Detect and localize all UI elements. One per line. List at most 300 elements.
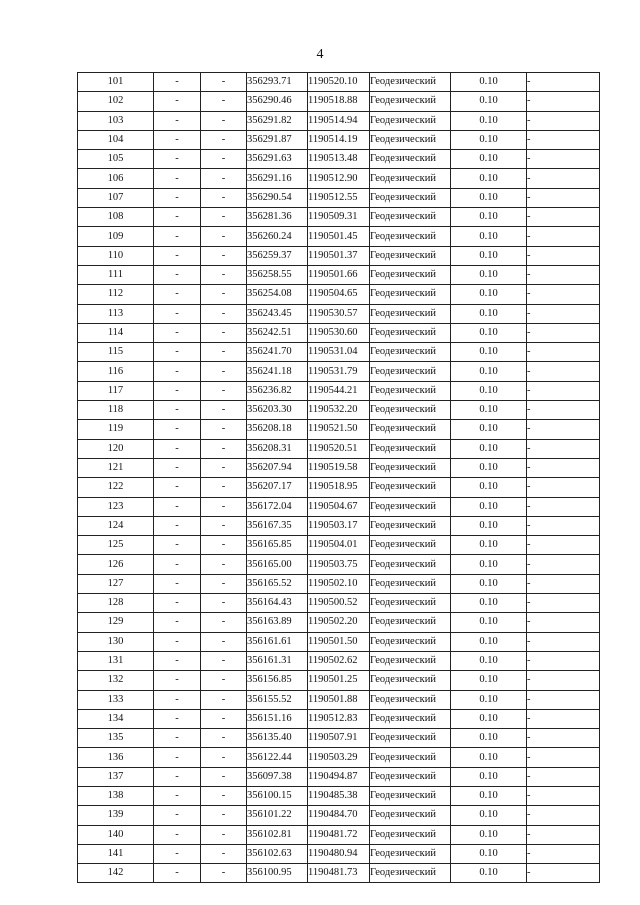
x-coordinate-cell: 356260.24: [247, 227, 308, 246]
table-row: [78, 478, 600, 497]
description-cell: -: [527, 420, 600, 439]
description-cell: -: [527, 864, 600, 883]
method-cell: Геодезический: [370, 227, 451, 246]
empty-col-2-cell: -: [154, 516, 201, 535]
description-cell: -: [527, 825, 600, 844]
empty-col-3-cell: -: [201, 362, 247, 381]
accuracy-cell: 0.10: [451, 439, 527, 458]
accuracy-cell: 0.10: [451, 671, 527, 690]
empty-col-3-cell: -: [201, 671, 247, 690]
empty-col-3-cell: -: [201, 323, 247, 342]
empty-col-3-cell: -: [201, 73, 247, 92]
x-coordinate-cell: 356161.61: [247, 632, 308, 651]
empty-col-3-cell: -: [201, 709, 247, 728]
table-row: [78, 92, 600, 111]
accuracy-cell: 0.10: [451, 401, 527, 420]
description-cell: -: [527, 439, 600, 458]
empty-col-2-cell: -: [154, 690, 201, 709]
table-row: [78, 323, 600, 342]
description-cell: -: [527, 497, 600, 516]
point-number-cell: 104: [78, 130, 154, 149]
method-cell: Геодезический: [370, 613, 451, 632]
point-number-cell: 137: [78, 767, 154, 786]
method-cell: Геодезический: [370, 92, 451, 111]
empty-col-2-cell: -: [154, 594, 201, 613]
empty-col-2-cell: -: [154, 806, 201, 825]
empty-col-2-cell: -: [154, 613, 201, 632]
point-number-cell: 116: [78, 362, 154, 381]
x-coordinate-cell: 356102.63: [247, 844, 308, 863]
accuracy-cell: 0.10: [451, 265, 527, 284]
accuracy-cell: 0.10: [451, 343, 527, 362]
method-cell: Геодезический: [370, 343, 451, 362]
method-cell: Геодезический: [370, 246, 451, 265]
accuracy-cell: 0.10: [451, 420, 527, 439]
y-coordinate-cell: 1190530.60: [308, 323, 370, 342]
table-row: [78, 825, 600, 844]
point-number-cell: 133: [78, 690, 154, 709]
description-cell: -: [527, 767, 600, 786]
table-row: [78, 130, 600, 149]
table-row: [78, 516, 600, 535]
x-coordinate-cell: 356290.54: [247, 188, 308, 207]
empty-col-2-cell: -: [154, 92, 201, 111]
empty-col-3-cell: -: [201, 304, 247, 323]
empty-col-2-cell: -: [154, 111, 201, 130]
empty-col-2-cell: -: [154, 555, 201, 574]
empty-col-2-cell: -: [154, 729, 201, 748]
accuracy-cell: 0.10: [451, 323, 527, 342]
description-cell: -: [527, 208, 600, 227]
point-number-cell: 130: [78, 632, 154, 651]
table-row: [78, 864, 600, 883]
point-number-cell: 139: [78, 806, 154, 825]
description-cell: -: [527, 188, 600, 207]
method-cell: Геодезический: [370, 709, 451, 728]
description-cell: -: [527, 401, 600, 420]
point-number-cell: 107: [78, 188, 154, 207]
empty-col-3-cell: -: [201, 497, 247, 516]
method-cell: Геодезический: [370, 497, 451, 516]
empty-col-3-cell: -: [201, 844, 247, 863]
y-coordinate-cell: 1190512.90: [308, 169, 370, 188]
y-coordinate-cell: 1190504.65: [308, 285, 370, 304]
empty-col-2-cell: -: [154, 227, 201, 246]
empty-col-2-cell: -: [154, 478, 201, 497]
y-coordinate-cell: 1190501.37: [308, 246, 370, 265]
empty-col-2-cell: -: [154, 439, 201, 458]
point-number-cell: 109: [78, 227, 154, 246]
empty-col-2-cell: -: [154, 188, 201, 207]
table-row: [78, 343, 600, 362]
x-coordinate-cell: 356101.22: [247, 806, 308, 825]
table-row: [78, 844, 600, 863]
empty-col-2-cell: -: [154, 150, 201, 169]
accuracy-cell: 0.10: [451, 825, 527, 844]
description-cell: -: [527, 304, 600, 323]
description-cell: -: [527, 150, 600, 169]
point-number-cell: 124: [78, 516, 154, 535]
description-cell: -: [527, 748, 600, 767]
point-number-cell: 142: [78, 864, 154, 883]
table-row: [78, 439, 600, 458]
point-number-cell: 113: [78, 304, 154, 323]
table-row: [78, 594, 600, 613]
empty-col-2-cell: -: [154, 362, 201, 381]
empty-col-3-cell: -: [201, 265, 247, 284]
method-cell: Геодезический: [370, 651, 451, 670]
empty-col-2-cell: -: [154, 458, 201, 477]
empty-col-2-cell: -: [154, 786, 201, 805]
description-cell: -: [527, 227, 600, 246]
description-cell: -: [527, 362, 600, 381]
y-coordinate-cell: 1190519.58: [308, 458, 370, 477]
x-coordinate-cell: 356259.37: [247, 246, 308, 265]
accuracy-cell: 0.10: [451, 304, 527, 323]
x-coordinate-cell: 356100.15: [247, 786, 308, 805]
empty-col-3-cell: -: [201, 767, 247, 786]
method-cell: Геодезический: [370, 381, 451, 400]
x-coordinate-cell: 356291.16: [247, 169, 308, 188]
y-coordinate-cell: 1190507.91: [308, 729, 370, 748]
x-coordinate-cell: 356258.55: [247, 265, 308, 284]
method-cell: Геодезический: [370, 323, 451, 342]
method-cell: Геодезический: [370, 825, 451, 844]
x-coordinate-cell: 356291.87: [247, 130, 308, 149]
x-coordinate-cell: 356203.30: [247, 401, 308, 420]
accuracy-cell: 0.10: [451, 516, 527, 535]
empty-col-2-cell: -: [154, 208, 201, 227]
empty-col-2-cell: -: [154, 381, 201, 400]
description-cell: -: [527, 786, 600, 805]
method-cell: Геодезический: [370, 73, 451, 92]
y-coordinate-cell: 1190500.52: [308, 594, 370, 613]
point-number-cell: 128: [78, 594, 154, 613]
empty-col-2-cell: -: [154, 767, 201, 786]
x-coordinate-cell: 356161.31: [247, 651, 308, 670]
point-number-cell: 123: [78, 497, 154, 516]
accuracy-cell: 0.10: [451, 806, 527, 825]
accuracy-cell: 0.10: [451, 651, 527, 670]
point-number-cell: 119: [78, 420, 154, 439]
method-cell: Геодезический: [370, 150, 451, 169]
method-cell: Геодезический: [370, 439, 451, 458]
accuracy-cell: 0.10: [451, 536, 527, 555]
method-cell: Геодезический: [370, 806, 451, 825]
x-coordinate-cell: 356167.35: [247, 516, 308, 535]
table-row: [78, 265, 600, 284]
accuracy-cell: 0.10: [451, 246, 527, 265]
table-row: [78, 381, 600, 400]
table-row: [78, 73, 600, 92]
empty-col-2-cell: -: [154, 246, 201, 265]
y-coordinate-cell: 1190485.38: [308, 786, 370, 805]
method-cell: Геодезический: [370, 478, 451, 497]
empty-col-3-cell: -: [201, 92, 247, 111]
empty-col-3-cell: -: [201, 729, 247, 748]
x-coordinate-cell: 356156.85: [247, 671, 308, 690]
description-cell: -: [527, 246, 600, 265]
point-number-cell: 115: [78, 343, 154, 362]
description-cell: -: [527, 594, 600, 613]
x-coordinate-cell: 356236.82: [247, 381, 308, 400]
description-cell: -: [527, 169, 600, 188]
point-number-cell: 121: [78, 458, 154, 477]
description-cell: -: [527, 458, 600, 477]
description-cell: -: [527, 536, 600, 555]
point-number-cell: 125: [78, 536, 154, 555]
y-coordinate-cell: 1190521.50: [308, 420, 370, 439]
x-coordinate-cell: 356242.51: [247, 323, 308, 342]
point-number-cell: 120: [78, 439, 154, 458]
table-row: [78, 362, 600, 381]
empty-col-2-cell: -: [154, 130, 201, 149]
empty-col-2-cell: -: [154, 536, 201, 555]
y-coordinate-cell: 1190480.94: [308, 844, 370, 863]
empty-col-3-cell: -: [201, 516, 247, 535]
method-cell: Геодезический: [370, 864, 451, 883]
method-cell: Геодезический: [370, 401, 451, 420]
y-coordinate-cell: 1190501.45: [308, 227, 370, 246]
y-coordinate-cell: 1190531.79: [308, 362, 370, 381]
method-cell: Геодезический: [370, 111, 451, 130]
method-cell: Геодезический: [370, 304, 451, 323]
description-cell: -: [527, 806, 600, 825]
y-coordinate-cell: 1190503.75: [308, 555, 370, 574]
description-cell: -: [527, 130, 600, 149]
empty-col-2-cell: -: [154, 864, 201, 883]
empty-col-2-cell: -: [154, 304, 201, 323]
empty-col-3-cell: -: [201, 169, 247, 188]
empty-col-2-cell: -: [154, 574, 201, 593]
x-coordinate-cell: 356291.63: [247, 150, 308, 169]
accuracy-cell: 0.10: [451, 362, 527, 381]
empty-col-3-cell: -: [201, 613, 247, 632]
accuracy-cell: 0.10: [451, 844, 527, 863]
table-row: [78, 420, 600, 439]
accuracy-cell: 0.10: [451, 208, 527, 227]
y-coordinate-cell: 1190531.04: [308, 343, 370, 362]
description-cell: -: [527, 73, 600, 92]
y-coordinate-cell: 1190512.55: [308, 188, 370, 207]
y-coordinate-cell: 1190520.51: [308, 439, 370, 458]
table-row: [78, 671, 600, 690]
accuracy-cell: 0.10: [451, 574, 527, 593]
y-coordinate-cell: 1190481.73: [308, 864, 370, 883]
table-row: [78, 729, 600, 748]
empty-col-3-cell: -: [201, 227, 247, 246]
empty-col-3-cell: -: [201, 806, 247, 825]
table-row: [78, 285, 600, 304]
point-number-cell: 108: [78, 208, 154, 227]
description-cell: -: [527, 323, 600, 342]
accuracy-cell: 0.10: [451, 73, 527, 92]
accuracy-cell: 0.10: [451, 381, 527, 400]
table-row: [78, 786, 600, 805]
empty-col-3-cell: -: [201, 478, 247, 497]
point-number-cell: 112: [78, 285, 154, 304]
method-cell: Геодезический: [370, 748, 451, 767]
y-coordinate-cell: 1190514.19: [308, 130, 370, 149]
accuracy-cell: 0.10: [451, 613, 527, 632]
description-cell: -: [527, 574, 600, 593]
accuracy-cell: 0.10: [451, 632, 527, 651]
method-cell: Геодезический: [370, 555, 451, 574]
empty-col-2-cell: -: [154, 401, 201, 420]
empty-col-3-cell: -: [201, 651, 247, 670]
table-row: [78, 536, 600, 555]
x-coordinate-cell: 356163.89: [247, 613, 308, 632]
y-coordinate-cell: 1190481.72: [308, 825, 370, 844]
accuracy-cell: 0.10: [451, 555, 527, 574]
method-cell: Геодезический: [370, 671, 451, 690]
x-coordinate-cell: 356122.44: [247, 748, 308, 767]
method-cell: Геодезический: [370, 130, 451, 149]
x-coordinate-cell: 356241.18: [247, 362, 308, 381]
empty-col-2-cell: -: [154, 343, 201, 362]
empty-col-2-cell: -: [154, 844, 201, 863]
description-cell: -: [527, 709, 600, 728]
table-row: [78, 111, 600, 130]
point-number-cell: 122: [78, 478, 154, 497]
x-coordinate-cell: 356165.85: [247, 536, 308, 555]
accuracy-cell: 0.10: [451, 111, 527, 130]
description-cell: -: [527, 381, 600, 400]
empty-col-2-cell: -: [154, 632, 201, 651]
empty-col-3-cell: -: [201, 864, 247, 883]
y-coordinate-cell: 1190514.94: [308, 111, 370, 130]
empty-col-3-cell: -: [201, 748, 247, 767]
y-coordinate-cell: 1190501.25: [308, 671, 370, 690]
point-number-cell: 136: [78, 748, 154, 767]
x-coordinate-cell: 356208.31: [247, 439, 308, 458]
description-cell: -: [527, 651, 600, 670]
x-coordinate-cell: 356290.46: [247, 92, 308, 111]
coordinates-table: [77, 72, 600, 883]
empty-col-3-cell: -: [201, 536, 247, 555]
method-cell: Геодезический: [370, 844, 451, 863]
empty-col-2-cell: -: [154, 420, 201, 439]
empty-col-3-cell: -: [201, 111, 247, 130]
empty-col-3-cell: -: [201, 632, 247, 651]
empty-col-2-cell: -: [154, 285, 201, 304]
x-coordinate-cell: 356102.81: [247, 825, 308, 844]
method-cell: Геодезический: [370, 632, 451, 651]
empty-col-2-cell: -: [154, 497, 201, 516]
x-coordinate-cell: 356097.38: [247, 767, 308, 786]
empty-col-3-cell: -: [201, 825, 247, 844]
table-row: [78, 246, 600, 265]
empty-col-2-cell: -: [154, 651, 201, 670]
empty-col-2-cell: -: [154, 323, 201, 342]
point-number-cell: 127: [78, 574, 154, 593]
y-coordinate-cell: 1190494.87: [308, 767, 370, 786]
y-coordinate-cell: 1190512.83: [308, 709, 370, 728]
empty-col-3-cell: -: [201, 458, 247, 477]
y-coordinate-cell: 1190502.10: [308, 574, 370, 593]
method-cell: Геодезический: [370, 594, 451, 613]
page-number: 4: [316, 47, 324, 62]
method-cell: Геодезический: [370, 574, 451, 593]
empty-col-3-cell: -: [201, 130, 247, 149]
description-cell: -: [527, 343, 600, 362]
y-coordinate-cell: 1190532.20: [308, 401, 370, 420]
accuracy-cell: 0.10: [451, 786, 527, 805]
y-coordinate-cell: 1190501.88: [308, 690, 370, 709]
y-coordinate-cell: 1190501.50: [308, 632, 370, 651]
x-coordinate-cell: 356151.16: [247, 709, 308, 728]
x-coordinate-cell: 356100.95: [247, 864, 308, 883]
y-coordinate-cell: 1190502.20: [308, 613, 370, 632]
x-coordinate-cell: 356254.08: [247, 285, 308, 304]
y-coordinate-cell: 1190518.95: [308, 478, 370, 497]
description-cell: -: [527, 555, 600, 574]
point-number-cell: 101: [78, 73, 154, 92]
empty-col-2-cell: -: [154, 265, 201, 284]
method-cell: Геодезический: [370, 188, 451, 207]
accuracy-cell: 0.10: [451, 594, 527, 613]
table-row: [78, 304, 600, 323]
method-cell: Геодезический: [370, 362, 451, 381]
description-cell: -: [527, 478, 600, 497]
empty-col-2-cell: -: [154, 709, 201, 728]
point-number-cell: 140: [78, 825, 154, 844]
table-body: [78, 73, 600, 883]
accuracy-cell: 0.10: [451, 150, 527, 169]
empty-col-3-cell: -: [201, 555, 247, 574]
x-coordinate-cell: 356208.18: [247, 420, 308, 439]
y-coordinate-cell: 1190503.29: [308, 748, 370, 767]
empty-col-3-cell: -: [201, 150, 247, 169]
x-coordinate-cell: 356135.40: [247, 729, 308, 748]
accuracy-cell: 0.10: [451, 497, 527, 516]
description-cell: -: [527, 729, 600, 748]
y-coordinate-cell: 1190504.67: [308, 497, 370, 516]
empty-col-3-cell: -: [201, 786, 247, 805]
empty-col-3-cell: -: [201, 420, 247, 439]
accuracy-cell: 0.10: [451, 92, 527, 111]
x-coordinate-cell: 356165.00: [247, 555, 308, 574]
table-row: [78, 188, 600, 207]
x-coordinate-cell: 356241.70: [247, 343, 308, 362]
empty-col-2-cell: -: [154, 748, 201, 767]
table-row: [78, 806, 600, 825]
table-row: [78, 227, 600, 246]
accuracy-cell: 0.10: [451, 169, 527, 188]
empty-col-3-cell: -: [201, 343, 247, 362]
empty-col-2-cell: -: [154, 169, 201, 188]
method-cell: Геодезический: [370, 786, 451, 805]
y-coordinate-cell: 1190504.01: [308, 536, 370, 555]
point-number-cell: 138: [78, 786, 154, 805]
x-coordinate-cell: 356291.82: [247, 111, 308, 130]
table-row: [78, 497, 600, 516]
empty-col-3-cell: -: [201, 574, 247, 593]
accuracy-cell: 0.10: [451, 709, 527, 728]
method-cell: Геодезический: [370, 729, 451, 748]
accuracy-cell: 0.10: [451, 188, 527, 207]
point-number-cell: 131: [78, 651, 154, 670]
point-number-cell: 102: [78, 92, 154, 111]
x-coordinate-cell: 356293.71: [247, 73, 308, 92]
x-coordinate-cell: 356243.45: [247, 304, 308, 323]
method-cell: Геодезический: [370, 690, 451, 709]
table-row: [78, 150, 600, 169]
y-coordinate-cell: 1190530.57: [308, 304, 370, 323]
y-coordinate-cell: 1190509.31: [308, 208, 370, 227]
method-cell: Геодезический: [370, 536, 451, 555]
point-number-cell: 141: [78, 844, 154, 863]
